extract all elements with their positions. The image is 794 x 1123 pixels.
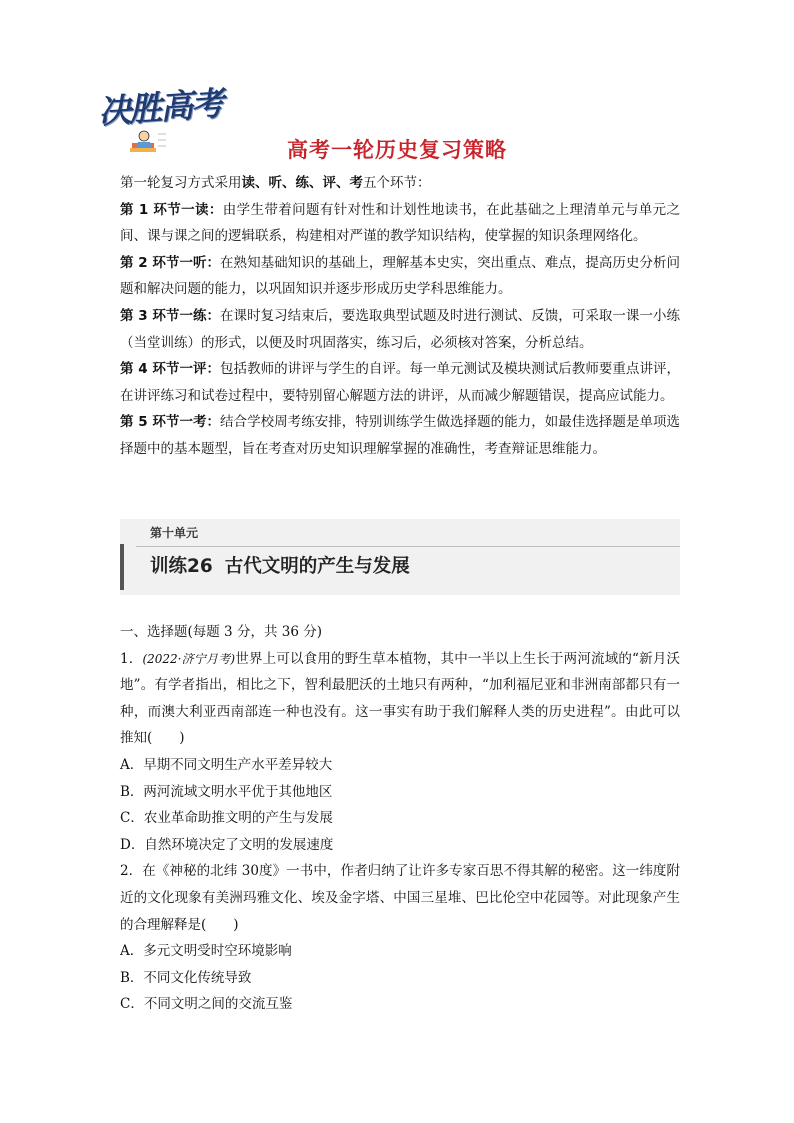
question-number: 1．: [120, 650, 143, 667]
step-text: 在熟知基础知识的基础上，理解基本史实，突出重点、难点，提高历史分析问题和解决问题的能力，以巩固知识并逐步形成历史学科思维能力。: [120, 254, 680, 298]
intro-post: 五个环节：: [363, 175, 431, 191]
question-text: 在《神秘的北纬 30度》一书中，作者归纳了让许多专家百思不得其解的秘密。这一纬度附近的文化现象有美洲玛雅文化、埃及金字塔、中国三星堆、巴比伦空中花园等。对此现象产生的合理解释是( ): [120, 863, 681, 933]
step-label: 第 4 环节一评: [120, 361, 207, 378]
training-title: 古代文明的产生与发展: [224, 556, 410, 577]
question-option: A．早期不同文明生产水平差异较大: [120, 756, 333, 773]
question-option: A．多元文明受时空环境影响: [120, 943, 292, 960]
step-label: 第 1 环节一读: [120, 201, 209, 218]
page-title: 高考一轮历史复习策略: [287, 138, 507, 162]
unit-divider: [136, 546, 680, 547]
question-option: B．两河流域文明水平优于其他地区: [120, 783, 333, 800]
question-number: 2．: [120, 863, 143, 880]
unit-label: 第十单元: [150, 526, 199, 540]
question-option: D．自然环境决定了文明的发展速度: [120, 836, 334, 853]
step-text: 在课时复习结束后，要选取典型试题及时进行测试、反馈，可采取一课一小练（当堂训练）的形式，以便及时巩固落实，练习后，必须核对答案，分析总结。: [120, 307, 680, 351]
question-stem: [120, 646, 680, 752]
step-label: 第 5 环节一考: [120, 414, 207, 431]
step-paragraph: 第 2 环节一听：在熟知基础知识的基础上，理解基本史实，突出重点、难点，提高历史分析问题和解决问题的能力，以巩固知识并逐步形成历史学科思维能力。: [120, 254, 680, 298]
unit-title: [150, 552, 410, 578]
step-paragraph: 第 1 环节一读：由学生带着问题有针对性和计划性地读书，在此基础之上理清单元与单元之间、课与课之间的逻辑联系，构建相对严谨的教学知识结构，使掌握的知识条理网络化。: [120, 201, 681, 245]
training-number: 训练26: [150, 556, 213, 577]
intro-pre: 第一轮复习方式采用: [120, 175, 242, 191]
question-text: 世界上可以食用的野生草本植物，其中一半以上生长于两河流域的“新月沃地”。有学者指出，相比之下，智利最肥沃的土地只有两种，“加利福尼亚和非洲南部都只有一种，而澳大利亚西南部连一种也没有。这一事实有助于我们解释人类的历史进程”。由此可以推知( ): [120, 650, 681, 747]
question-source: (2022·济宁月考): [142, 651, 236, 666]
intro-paragraph: [120, 170, 680, 197]
logo-text: 决胜高考: [96, 83, 224, 132]
step-paragraph: 第 4 环节一评：包括教师的讲评与学生的自评。每一单元测试及模块测试后教师要重点讲评，在讲评练习和试卷过程中，要特别留心解题方法的讲评，从而减少解题错误，提高应试能力。: [120, 361, 680, 404]
step-text: 结合学校周考练安排，特别训练学生做选择题的能力，如最佳选择题是单项选择题中的基本题型，旨在考查对历史知识理解掌握的准确性，考查辩证思维能力。: [120, 414, 680, 457]
question-option: C．农业革命助推文明的产生与发展: [120, 810, 333, 827]
step-text: 由学生带着问题有针对性和计划性地读书，在此基础之上理清单元与单元之间、课与课之间的逻辑联系，构建相对严谨的教学知识结构，使掌握的知识条理网络化。: [120, 201, 681, 245]
step-paragraph: 第 5 环节一考：结合学校周考练安排，特别训练学生做选择题的能力，如最佳选择题是单项选择题中的基本题型，旨在考查对历史知识理解掌握的准确性，考查辩证思维能力。: [120, 414, 680, 457]
step-label: 第 3 环节一练: [120, 307, 207, 324]
section-header: 一、选择题(每题 3 分，共 36 分): [120, 624, 322, 640]
question-stem: [120, 858, 680, 938]
step-text: 包括教师的讲评与学生的自评。每一单元测试及模块测试后教师要重点讲评，在讲评练习和试卷过程中，要特别留心解题方法的讲评，从而减少解题错误，提高应试能力。: [120, 361, 680, 404]
intro-bold: 读、听、练、评、考: [241, 175, 363, 191]
questions-section: [120, 619, 680, 1018]
question-option: C．不同文明之间的交流互鉴: [120, 996, 293, 1013]
unit-accent-bar: [120, 544, 124, 590]
strategy-content: [120, 170, 680, 463]
question-option: B．不同文化传统导致: [120, 969, 252, 986]
step-paragraph: 第 3 环节一练：在课时复习结束后，要选取典型试题及时进行测试、反馈，可采取一课一小练（当堂训练）的形式，以便及时巩固落实，练习后，必须核对答案，分析总结。: [120, 307, 680, 351]
step-label: 第 2 环节一听: [120, 254, 207, 271]
